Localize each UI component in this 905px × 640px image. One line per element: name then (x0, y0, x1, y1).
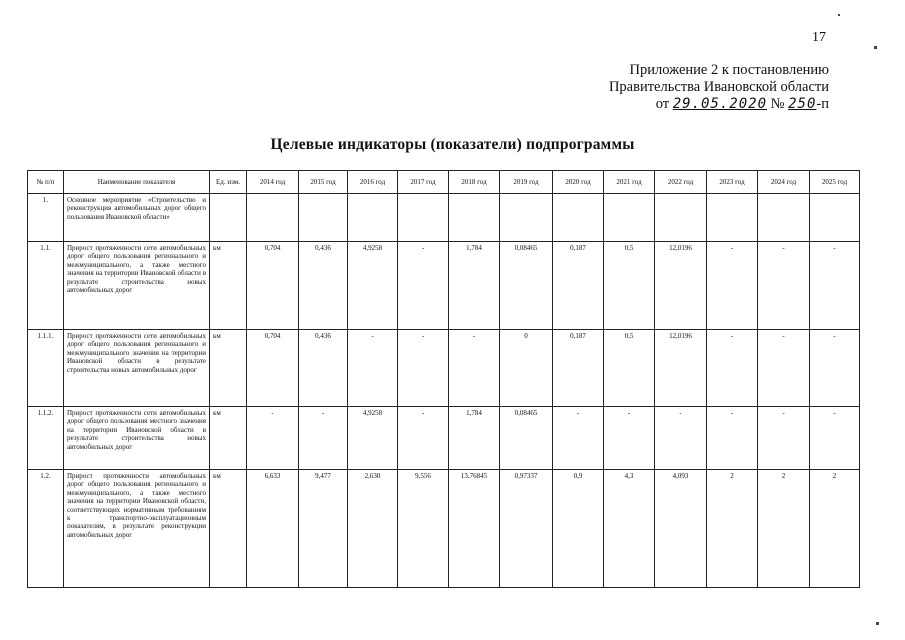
value-cell: 0,5 (604, 330, 655, 407)
value-cell: 0,9 (553, 470, 604, 588)
appendix-line-1: Приложение 2 к постановлению (629, 62, 829, 78)
indicator-name: Прирост протяженности сети автомобильных дорог общего пользования регионального и межмуниципального значения на территории Ивановской области в результате строительства новых автомобильных дорог (64, 330, 210, 407)
value-cell: 1,784 (449, 407, 500, 470)
table-row (28, 330, 860, 407)
value-cell (604, 194, 655, 242)
value-cell: 4,3 (604, 470, 655, 588)
value-cell: 0,436 (299, 330, 348, 407)
header-cell: 2022 год (655, 171, 707, 194)
value-cell: 0,187 (553, 242, 604, 330)
header-cell: Ед. изм. (210, 171, 247, 194)
value-cell: - (810, 330, 860, 407)
unit-cell: км (210, 330, 247, 407)
appendix-line-3 (609, 96, 829, 113)
header-cell: 2020 год (553, 171, 604, 194)
row-number: 1.1. (28, 242, 64, 330)
value-cell: - (758, 242, 810, 330)
value-cell: - (398, 407, 449, 470)
appendix-no-label: № (770, 96, 785, 112)
page-number: 17 (812, 30, 826, 45)
value-cell: 0,436 (299, 242, 348, 330)
unit-cell (210, 194, 247, 242)
appendix-prefix: от (655, 96, 670, 112)
header-cell: № п/п (28, 171, 64, 194)
header-cell: Наименование показателя (64, 171, 210, 194)
table-row (28, 194, 860, 242)
value-cell (247, 194, 299, 242)
unit-cell: км (210, 470, 247, 588)
value-cell: 1,784 (449, 242, 500, 330)
value-cell: 4,093 (655, 470, 707, 588)
header-cell: 2016 год (348, 171, 398, 194)
header-cell: 2023 год (707, 171, 758, 194)
indicator-name: Прирост протяженности автомобильных дорог общего пользования регионального и межмуниципального, а также местного значения на территории Ивановской области, соответствующих нормативным требованиям к транспортно-эксплуатационным показателям, в результате реконструкции автомобильных дорог (64, 470, 210, 588)
value-cell (348, 194, 398, 242)
indicator-name: Основное мероприятие «Строительство и реконструкция автомобильных дорог общего пользования Ивановской области» (64, 194, 210, 242)
value-cell: 9,556 (398, 470, 449, 588)
value-cell: - (247, 407, 299, 470)
value-cell (553, 194, 604, 242)
scan-mark (838, 14, 840, 16)
scan-mark (874, 46, 877, 49)
document-title: Целевые индикаторы (показатели) подпрограммы (270, 136, 635, 153)
value-cell: 0,704 (247, 242, 299, 330)
value-cell (398, 194, 449, 242)
value-cell (655, 194, 707, 242)
value-cell: 0,5 (604, 242, 655, 330)
scan-mark (876, 622, 879, 625)
unit-cell: км (210, 242, 247, 330)
row-number: 1.2. (28, 470, 64, 588)
row-number: 1.1.2. (28, 407, 64, 470)
value-cell (758, 194, 810, 242)
value-cell: - (758, 407, 810, 470)
table-row (28, 242, 860, 330)
value-cell: - (299, 407, 348, 470)
value-cell: - (707, 407, 758, 470)
value-cell: - (398, 330, 449, 407)
indicator-name: Прирост протяженности сети автомобильных дорог общего пользования регионального и межмуниципального, а также местного значения на территории Ивановской области в результате строительства новых автомобильных дорог (64, 242, 210, 330)
value-cell: 12,0196 (655, 242, 707, 330)
unit-cell: км (210, 407, 247, 470)
value-cell: - (810, 407, 860, 470)
value-cell: - (449, 330, 500, 407)
appendix-suffix: -п (816, 96, 829, 112)
header-cell: 2018 год (449, 171, 500, 194)
table-row (28, 407, 860, 470)
value-cell: - (604, 407, 655, 470)
value-cell (707, 194, 758, 242)
header-cell: 2021 год (604, 171, 655, 194)
value-cell: 0,08465 (500, 407, 553, 470)
value-cell: 0,187 (553, 330, 604, 407)
value-cell: - (707, 330, 758, 407)
value-cell: - (398, 242, 449, 330)
value-cell: 12,0196 (655, 330, 707, 407)
value-cell (810, 194, 860, 242)
value-cell: - (758, 330, 810, 407)
value-cell: - (655, 407, 707, 470)
header-cell: 2014 год (247, 171, 299, 194)
value-cell: 9,477 (299, 470, 348, 588)
value-cell: 2 (707, 470, 758, 588)
value-cell: 6,633 (247, 470, 299, 588)
row-number: 1. (28, 194, 64, 242)
header-cell: 2025 год (810, 171, 860, 194)
value-cell: 2 (758, 470, 810, 588)
value-cell: 0,704 (247, 330, 299, 407)
value-cell: 2 (810, 470, 860, 588)
indicators-table (27, 170, 860, 588)
header-cell: 2015 год (299, 171, 348, 194)
header-cell: 2024 год (758, 171, 810, 194)
header-cell: 2017 год (398, 171, 449, 194)
row-number: 1.1.1. (28, 330, 64, 407)
value-cell: 0,97337 (500, 470, 553, 588)
value-cell: 0,08465 (500, 242, 553, 330)
value-cell (299, 194, 348, 242)
appendix-date: 29.05.2020 (672, 96, 768, 112)
table-header-row (28, 171, 860, 194)
value-cell: - (707, 242, 758, 330)
value-cell (449, 194, 500, 242)
value-cell: - (810, 242, 860, 330)
value-cell: 0 (500, 330, 553, 407)
value-cell: 2,630 (348, 470, 398, 588)
value-cell: 4,9258 (348, 407, 398, 470)
header-cell: 2019 год (500, 171, 553, 194)
value-cell: 4,9258 (348, 242, 398, 330)
value-cell: 13,76845 (449, 470, 500, 588)
table-row (28, 470, 860, 588)
value-cell: - (553, 407, 604, 470)
indicator-name: Прирост протяженности сети автомобильных дорог общего пользования местного значения на территории Ивановской области в результате строительства новых автомобильных дорог (64, 407, 210, 470)
appendix-block (609, 62, 829, 113)
appendix-number: 250 (788, 96, 817, 112)
appendix-line-2: Правительства Ивановской области (608, 79, 829, 95)
value-cell: - (348, 330, 398, 407)
value-cell (500, 194, 553, 242)
